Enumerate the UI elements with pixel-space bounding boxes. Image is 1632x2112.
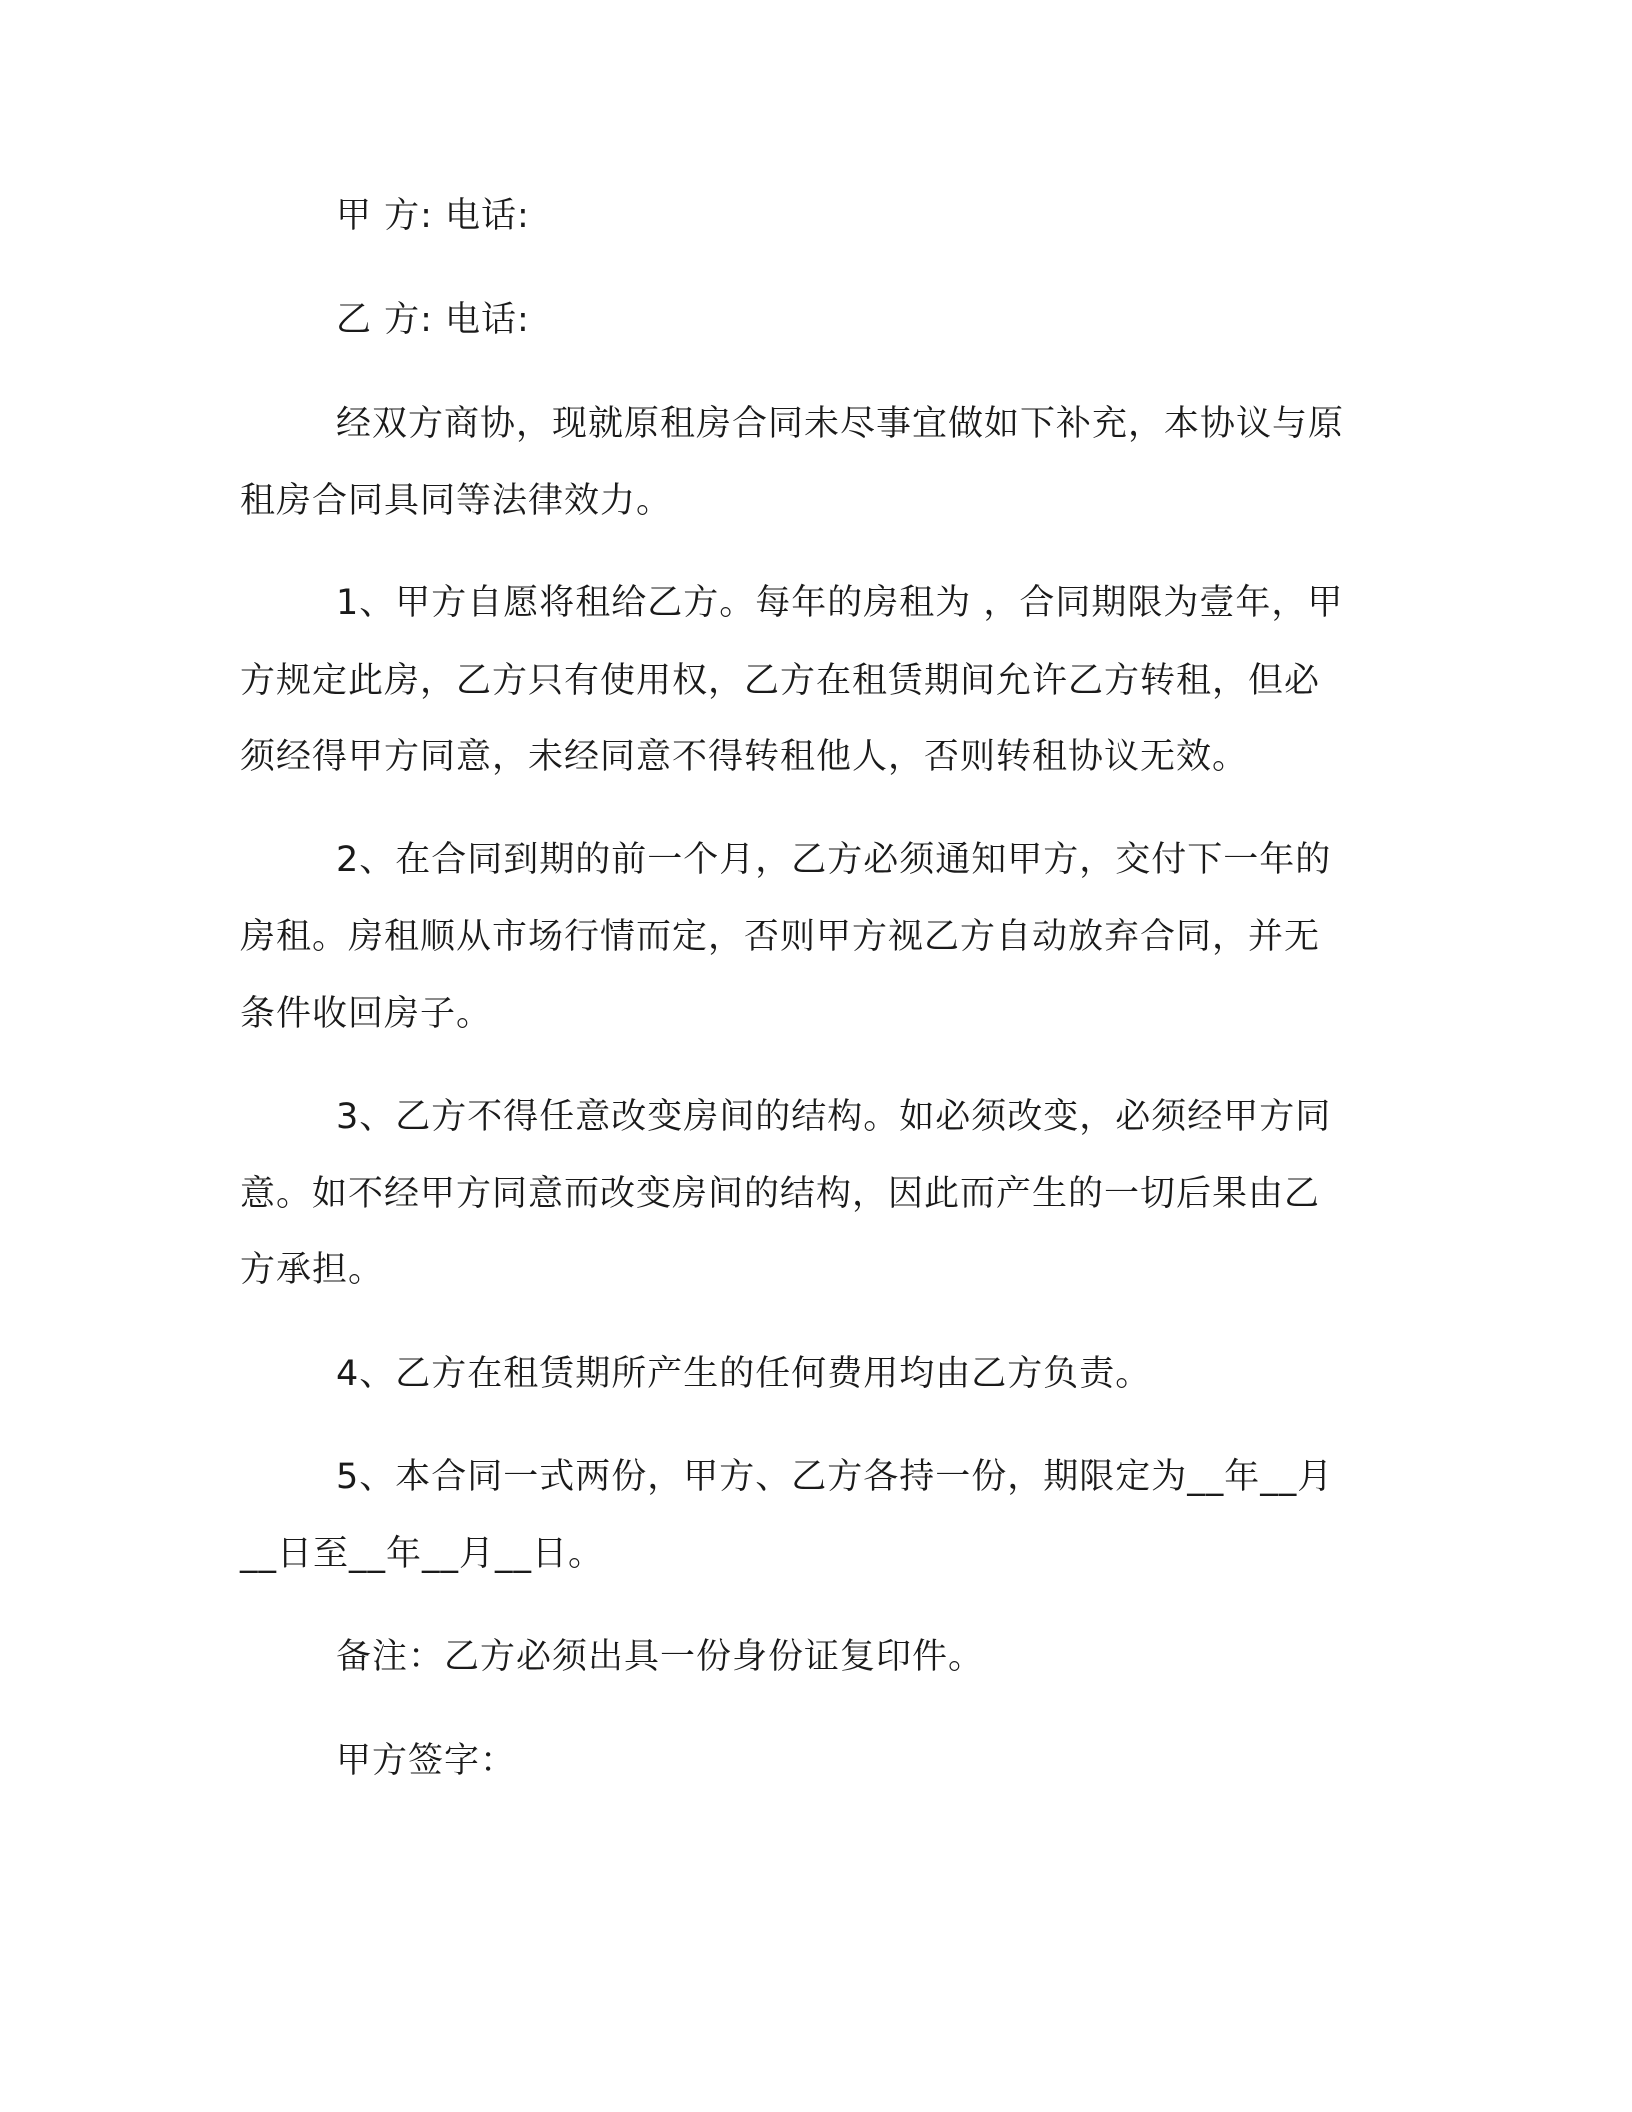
intro-line-1: 经双方商协，现就原租房合同未尽事宜做如下补充，本协议与原 <box>336 404 1345 444</box>
clause-2-line-3: 条件收回房子。 <box>240 994 493 1034</box>
clause-3-line-1: 3、乙方不得任意改变房间的结构。如必须改变，必须经甲方同 <box>336 1097 1332 1137</box>
clause-3-line-3: 方承担。 <box>240 1250 385 1290</box>
clause-5-line-2: __日至__年__月__日。 <box>240 1534 605 1574</box>
clause-1-line-2: 方规定此房，乙方只有使用权，乙方在租赁期间允许乙方转租，但必 <box>240 661 1321 701</box>
party-a-line: 甲 方: 电话: <box>336 196 530 236</box>
clause-5-line-1: 5、本合同一式两份，甲方、乙方各持一份，期限定为__年__月 <box>336 1457 1334 1497</box>
party-a-signature: 甲方签字： <box>336 1741 517 1781</box>
clause-2-line-2: 房租。房租顺从市场行情而定，否则甲方视乙方自动放弃合同，并无 <box>240 917 1321 957</box>
clause-4-line-1: 4、乙方在租赁期所产生的任何费用均由乙方负责。 <box>336 1354 1152 1394</box>
party-b-line: 乙 方: 电话: <box>336 300 530 340</box>
clause-2-line-1: 2、在合同到期的前一个月，乙方必须通知甲方，交付下一年的 <box>336 840 1332 880</box>
clause-1-line-3: 须经得甲方同意，未经同意不得转租他人，否则转租协议无效。 <box>240 737 1249 777</box>
clause-3-line-2: 意。如不经甲方同意而改变房间的结构，因此而产生的一切后果由乙 <box>240 1174 1321 1214</box>
clause-1-line-1: 1、甲方自愿将租给乙方。每年的房租为 ，合同期限为壹年，甲 <box>336 583 1344 623</box>
intro-line-2: 租房合同具同等法律效力。 <box>240 481 673 521</box>
note-line: 备注：乙方必须出具一份身份证复印件。 <box>336 1637 985 1677</box>
